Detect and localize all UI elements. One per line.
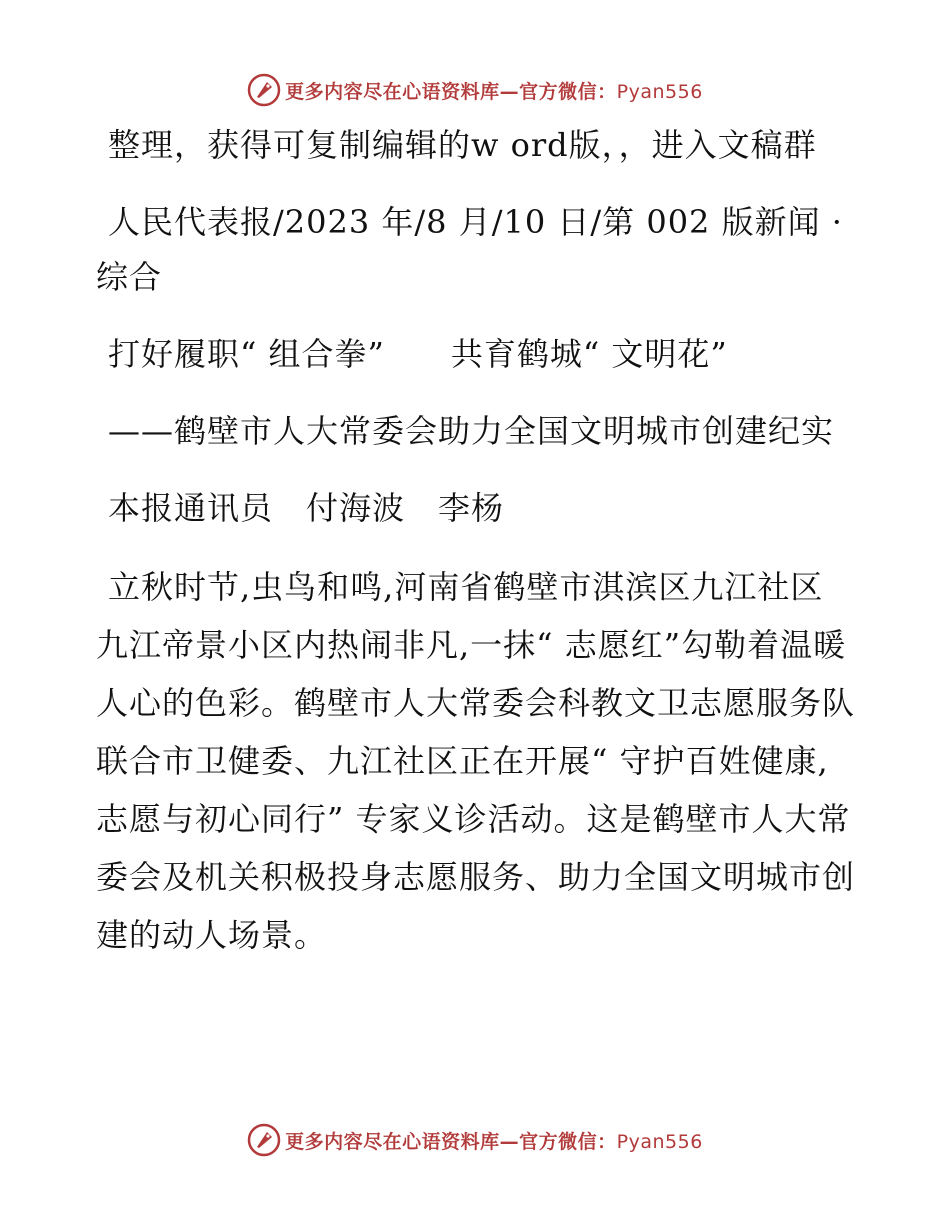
pen-nib-logo-icon (247, 1123, 281, 1157)
footer-watermark (0, 1122, 950, 1158)
intro-note: 整理，获得可复制编辑的w ord版，，进入文稿群 (108, 126, 817, 164)
source-line: 人民代表报/2023 年/8 月/10 日/第 002 版新闻 · 综合 (96, 203, 843, 296)
watermark-text (285, 77, 703, 104)
article-title: 打好履职“ 组合拳” 共育鹤城“ 文明花” (108, 335, 728, 373)
watermark-wechat-id: Pyan556 (616, 1130, 703, 1153)
byline: 本报通讯员 付海波 李杨 (108, 489, 505, 527)
watermark-wechat-id: Pyan556 (616, 80, 703, 103)
document-body (96, 118, 856, 986)
header-watermark (0, 72, 950, 108)
article-subtitle: ——鹤壁市人大常委会助力全国文明城市创建纪实 (108, 412, 835, 450)
body-paragraph: 立秋时节,虫鸟和鸣,河南省鹤壁市淇滨区九江社区九江帝景小区内热闹非凡,一抹“ 志愿红”勾勒着温暖人心的色彩。鹤壁市人大常委会科教文卫志愿服务队联合市卫健委、九江社区正在开展“ 守护百姓健康,志愿与初心同行” 专家义诊活动。这是鹤壁市人大常委会及机关积极投身志愿服务、助力全国文明城市创建的动人场景。 (96, 568, 856, 954)
watermark-label: 更多内容尽在心语资料库—官方微信： (285, 1130, 617, 1153)
pen-nib-logo-icon (247, 73, 281, 107)
watermark-label: 更多内容尽在心语资料库—官方微信： (285, 80, 617, 103)
watermark-text (285, 1127, 703, 1154)
